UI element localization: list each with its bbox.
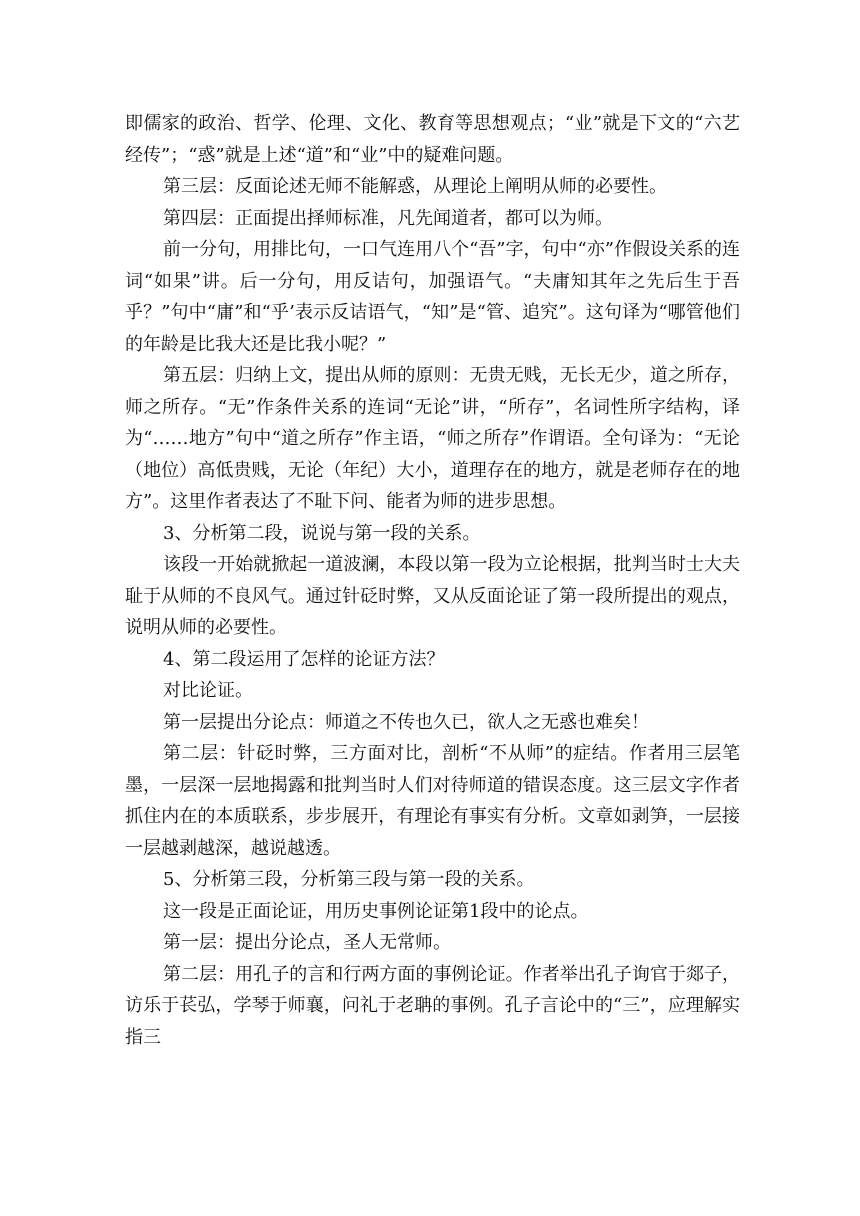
document-body bbox=[125, 108, 740, 1053]
answer-4: 对比论证。 bbox=[163, 680, 253, 701]
paragraph-layer-two-contrast: 第二层：针砭时弊，三方面对比，剖析“不从师”的症结。作者用三层笔墨，一层深一层地揭露和批判当时人们对待师道的错误态度。这三层文字作者抓住内在的本质联系，步步展开，有理论有事实有分析。文章如剥笋，一层接一层越剥越深，越说越透。 bbox=[125, 743, 740, 859]
answer-3: 该段一开始就掀起一道波澜，本段以第一段为立论根据，批判当时士大夫耻于从师的不良风气。通过针砭时弊，又从反面论证了第一段所提出的观点，说明从师的必要性。 bbox=[125, 554, 740, 638]
paragraph-parallel-analysis: 前一分句，用排比句，一口气连用八个“吾”字，句中“亦”作假设关系的连词“如果”讲。后一分句，用反诘句，加强语气。“夫庸知其年之先后生于吾乎？”句中“庸”和“乎’表示反诘语气，“知”是“管、追究”。这句译为“哪管他们的年龄是比我大还是比我小呢？” bbox=[125, 239, 740, 355]
question-5: 5、分析第三段，分析第三段与第一段的关系。 bbox=[163, 869, 535, 890]
paragraph-continuation: 即儒家的政治、哲学、伦理、文化、教育等思想观点；“业”就是下文的“六艺经传”；“惑”就是上述“道”和“业”中的疑难问题。 bbox=[125, 113, 740, 166]
paragraph-layer-five: 第五层：归纳上文，提出从师的原则：无贵无贱，无长无少，道之所存，师之所存。“无”作条件关系的连词“无论”讲，“所存”，名词性所字结构，译为“……地方”句中“道之所存”作主语，“师之所存”作谓语。全句译为：“无论（地位）高低贵贱，无论（年纪）大小，道理存在的地方，就是老师存在的地方”。这里作者表达了不耻下问、能者为师的进步思想。 bbox=[125, 365, 740, 512]
paragraph-layer-one-sage: 第一层：提出分论点，圣人无常师。 bbox=[163, 932, 451, 953]
paragraph-layer-two-confucius: 第二层：用孔子的言和行两方面的事例论证。作者举出孔子询官于郯子，访乐于苌弘，学琴于师襄，问礼于老聃的事例。孔子言论中的“三”，应理解实指三 bbox=[125, 963, 740, 1048]
question-3: 3、分析第二段，说说与第一段的关系。 bbox=[163, 522, 481, 544]
paragraph-layer-four: 第四层：正面提出择师标准，凡先闻道者，都可以为师。 bbox=[163, 207, 613, 229]
paragraph-layer-one-sub-argument: 第一层提出分论点：师道之不传也久已，欲人之无惑也难矣！ bbox=[163, 711, 649, 733]
answer-5: 这一段是正面论证，用历史事例论证第1段中的论点。 bbox=[163, 900, 589, 922]
paragraph-layer-three: 第三层：反面论述无师不能解惑，从理论上阐明从师的必要性。 bbox=[163, 176, 667, 197]
question-4: 4、第二段运用了怎样的论证方法？ bbox=[163, 648, 445, 670]
